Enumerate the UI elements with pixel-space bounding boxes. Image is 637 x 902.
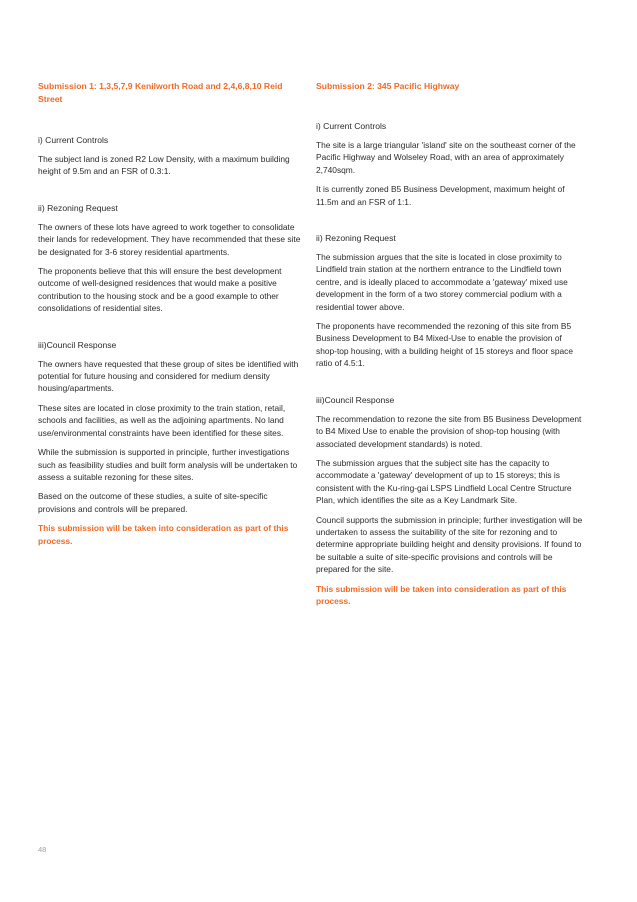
paragraph: The owners of these lots have agreed to work together to consolidate their lands for redevelopment. They have recommended that these site be designated for 3-6 storey residential apartments. xyxy=(38,221,301,257)
closing-statement: This submission will be taken into consideration as part of this process. xyxy=(38,523,289,546)
paragraph: Based on the outcome of these studies, a suite of site-specific provisions and controls will be prepared. xyxy=(38,491,268,514)
paragraph: While the submission is supported in principle, further investigations such as feasibility studies and built form analysis will be undertaken to assess a suitable rezoning for these sites. xyxy=(38,447,298,482)
paragraph: The proponents believe that this will ensure the best development outcome of well-designed residences that would make a positive contribution to the housing stock and be a good example to other consolidations of residential sites. xyxy=(38,266,282,314)
page-number: 48 xyxy=(38,845,47,854)
paragraph: Council supports the submission in principle; further investigation will be undertaken to assess the suitability of the site for rezoning and to determine appropriate building height and density provisions. If found to be suitable a suite of site-specific provisions and controls will be prepared for the site. xyxy=(316,514,583,575)
submission-1-column xyxy=(38,80,306,547)
council-response-heading: iii)Council Response xyxy=(316,394,395,405)
rezoning-request-heading: ii) Rezoning Request xyxy=(38,202,118,213)
submission-2-column xyxy=(316,80,584,607)
paragraph: The proponents have recommended the rezoning of this site from B5 Business Development to B4 Mixed-Use to enable the provision of shop-top housing, with a building height of 15 storeys and floor space ratio of 4.5:1. xyxy=(316,321,573,369)
paragraph: The subject land is zoned R2 Low Density, with a maximum building height of 9.5m and an FSR of 0.3:1. xyxy=(38,154,290,177)
paragraph: The owners have requested that these group of sites be identified with potential for future housing and considered for medium density housing/apartments. xyxy=(38,358,299,394)
closing-statement: This submission will be taken into consideration as part of this process. xyxy=(316,583,567,606)
paragraph: The recommendation to rezone the site from B5 Business Development to B4 Mixed Use to enable the provision of shop-top housing (with associated development standards) is noted. xyxy=(316,413,582,449)
paragraph: The submission argues that the subject site has the capacity to accommodate a 'gateway' development of up to 15 storeys; this is consistent with the Ku-ring-gai LSPS Lindfield Local Centre Structure Plan, which identifies the site as a Key Landmark Site. xyxy=(316,457,572,506)
current-controls-heading: i) Current Controls xyxy=(38,135,109,145)
paragraph: The site is a large triangular 'island' site on the southeast corner of the Pacific Highway and Wolseley Road, with an area of approximately 2,740sqm. xyxy=(316,140,576,175)
rezoning-request-heading: ii) Rezoning Request xyxy=(316,233,396,244)
paragraph: These sites are located in close proximity to the train station, retail, schools and facilities, as well as the adjoining apartments. No land use/environmental constraints have been identified for these sites. xyxy=(38,402,286,438)
submission-2-title: Submission 2: 345 Pacific Highway xyxy=(316,81,460,91)
council-response-heading: iii)Council Response xyxy=(38,339,117,350)
paragraph: It is currently zoned B5 Business Development, maximum height of 11.5m and an FSR of 1:1. xyxy=(316,184,565,207)
paragraph: The submission argues that the site is located in close proximity to Lindfield train station at the northern entrance to the Lindfield town centre, and is ideally placed to accommodate a 'gateway' mixed use development in the form of a two storey commercial podium with a residential tower above. xyxy=(316,252,568,312)
submission-1-title: Submission 1: 1,3,5,7,9 Kenilworth Road and 2,4,6,8,10 Reid Street xyxy=(38,81,283,104)
current-controls-heading: i) Current Controls xyxy=(316,121,387,131)
